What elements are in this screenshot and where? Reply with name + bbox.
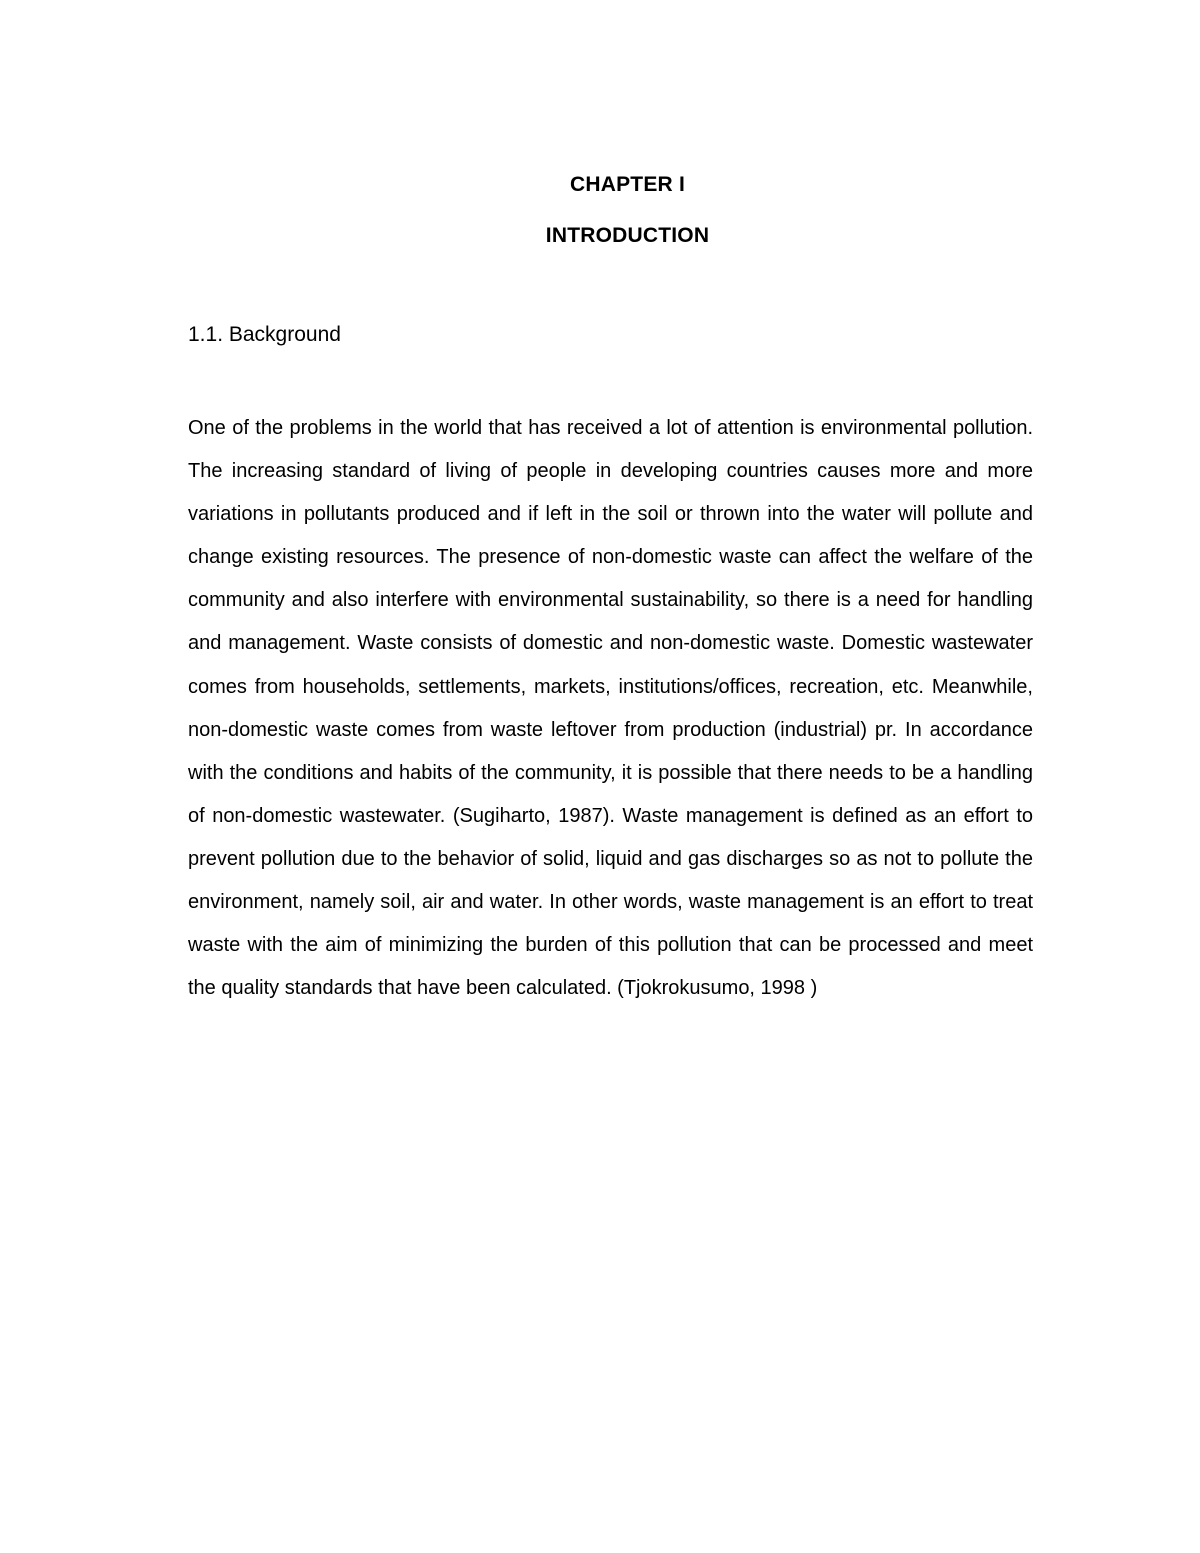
section-heading: 1.1. Background [188,323,341,346]
background-paragraph: One of the problems in the world that has received a lot of attention is environmental pollution. The increasing standard of living of people in developing countries causes more and more variations in pollutants produced and if left in the soil or thrown into the water will pollute and change existing resources. The presence of non-domestic waste can affect the welfare of the community and also interfere with environmental sustainability, so there is a need for handling and management. Waste consists of domestic and non-domestic waste. Domestic wastewater comes from households, settlements, markets, institutions/offices, recreation, etc. Meanwhile, non-domestic waste comes from waste leftover from production (industrial) pr. In accordance with the conditions and habits of the community, it is possible that there needs to be a handling of non-domestic wastewater. (Sugiharto, 1987). Waste management is defined as an effort to prevent pollution due to the behavior of solid, liquid and gas discharges so as not to pollute the environment, namely soil, air and water. In other words, waste management is an effort to treat waste with the aim of minimizing the burden of this pollution that can be processed and meet the quality standards that have been calculated. (Tjokrokusumo, 1998 ) [188,417,1033,1000]
chapter-heading: CHAPTER I [570,173,685,196]
chapter-title: INTRODUCTION [545,224,710,247]
